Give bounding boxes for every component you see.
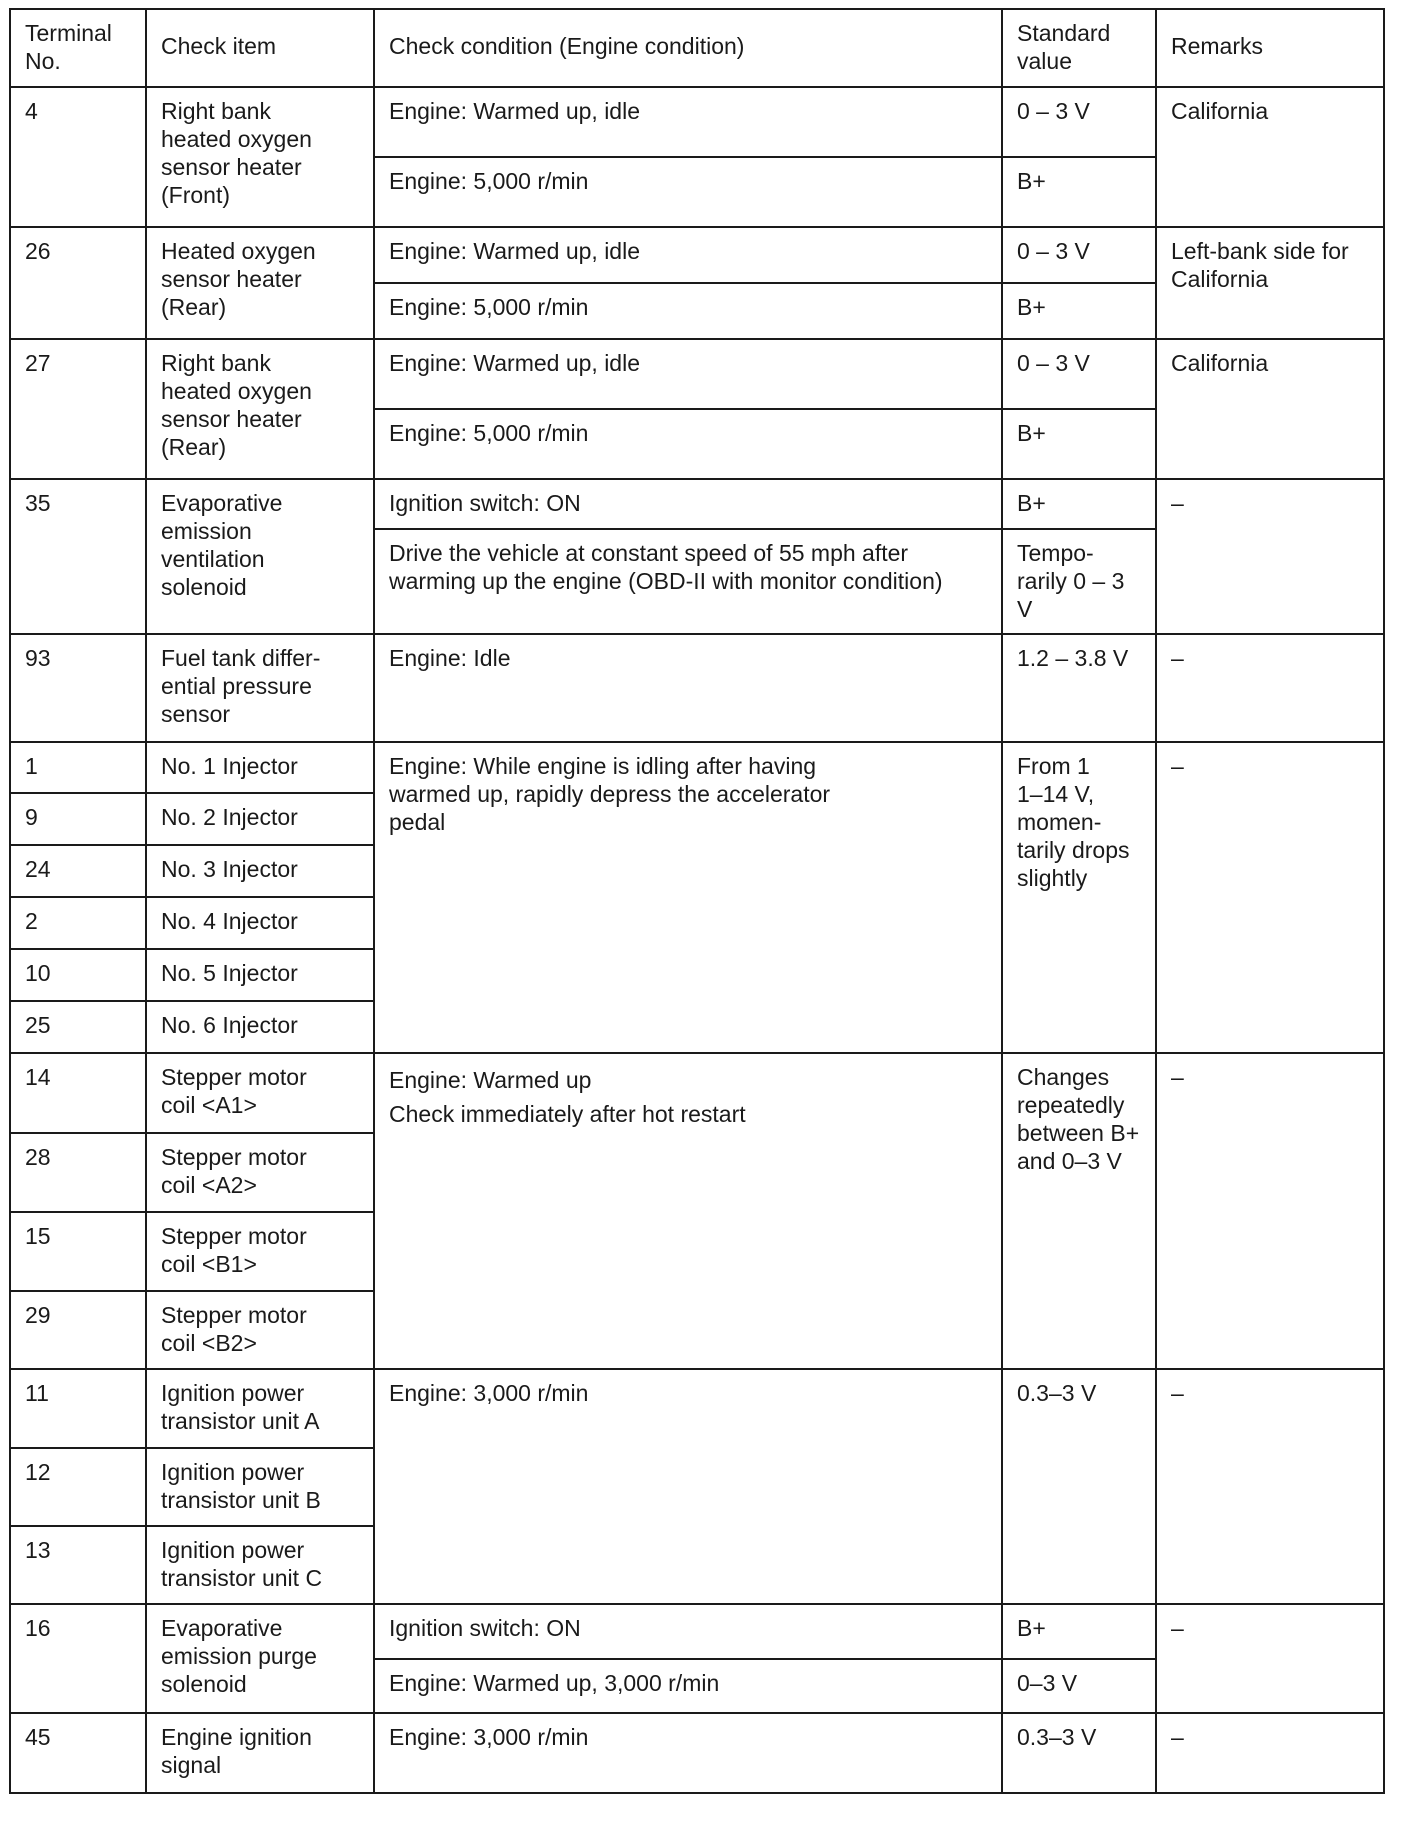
table-row [10, 742, 1384, 793]
check-item-cell: No. 3 Injector [146, 845, 374, 897]
terminal-cell: 2 [10, 897, 146, 949]
terminal-cell: 10 [10, 949, 146, 1001]
terminal-cell: 1 [10, 742, 146, 793]
check-item-cell: No. 4 Injector [146, 897, 374, 949]
standard-cell: 1.2 – 3.8 V [1002, 634, 1156, 742]
check-item-cell: Right bank heated oxygen sensor heater (Front) [146, 87, 374, 227]
check-item-cell: Engine ignition signal [146, 1713, 374, 1793]
table-row [10, 479, 1384, 529]
terminal-cell: 27 [10, 339, 146, 479]
standard-cell: B+ [1002, 479, 1156, 529]
remarks-cell: – [1156, 1053, 1384, 1369]
table-row [10, 634, 1384, 742]
standard-cell: From 1 1–14 V, momen- tarily drops slightly [1002, 742, 1156, 1053]
remarks-cell: – [1156, 742, 1384, 1053]
check-item-cell: Stepper motor coil <A2> [146, 1133, 374, 1212]
header-terminal: Terminal No. [10, 9, 146, 87]
condition-cell: Engine: 3,000 r/min [374, 1713, 1002, 1793]
check-item-cell: Right bank heated oxygen sensor heater (Rear) [146, 339, 374, 479]
remarks-cell: Left-bank side for California [1156, 227, 1384, 339]
condition-cell: Engine: 3,000 r/min [374, 1369, 1002, 1604]
header-row [10, 9, 1384, 87]
header-check-condition: Check condition (Engine condition) [374, 9, 1002, 87]
remarks-cell: California [1156, 87, 1384, 227]
standard-cell: 0 – 3 V [1002, 339, 1156, 409]
terminal-cell: 35 [10, 479, 146, 634]
condition-cell: Ignition switch: ON [374, 1604, 1002, 1659]
check-item-cell: Stepper motor coil <A1> [146, 1053, 374, 1133]
condition-cell: Engine: Warmed up Check immediately after hot restart [374, 1053, 1002, 1369]
header-standard-value: Standard value [1002, 9, 1156, 87]
table-row [10, 339, 1384, 409]
condition-cell: Engine: 5,000 r/min [374, 409, 1002, 479]
condition-cell: Engine: Warmed up, 3,000 r/min [374, 1659, 1002, 1713]
table-row [10, 1053, 1384, 1133]
header-check-item: Check item [146, 9, 374, 87]
table-row [10, 87, 1384, 157]
terminal-cell: 28 [10, 1133, 146, 1212]
standard-cell: B+ [1002, 283, 1156, 339]
check-item-cell: Evaporative emission purge solenoid [146, 1604, 374, 1713]
table-row [10, 1713, 1384, 1793]
table-row [10, 1604, 1384, 1659]
check-item-cell: No. 1 Injector [146, 742, 374, 793]
terminal-cell: 11 [10, 1369, 146, 1448]
terminal-cell: 26 [10, 227, 146, 339]
remarks-cell: – [1156, 634, 1384, 742]
remarks-cell: – [1156, 1713, 1384, 1793]
condition-cell: Engine: Idle [374, 634, 1002, 742]
terminal-cell: 29 [10, 1291, 146, 1369]
check-item-cell: Evaporative emission ventilation solenoid [146, 479, 374, 634]
condition-cell: Engine: Warmed up, idle [374, 227, 1002, 283]
terminal-cell: 12 [10, 1448, 146, 1526]
check-item-cell: No. 2 Injector [146, 793, 374, 845]
terminal-cell: 45 [10, 1713, 146, 1793]
check-item-cell: Heated oxygen sensor heater (Rear) [146, 227, 374, 339]
terminal-cell: 25 [10, 1001, 146, 1053]
standard-cell: Changes repeatedly between B+ and 0–3 V [1002, 1053, 1156, 1369]
check-item-cell: No. 5 Injector [146, 949, 374, 1001]
remarks-cell: California [1156, 339, 1384, 479]
check-item-cell: Fuel tank differ- ential pressure sensor [146, 634, 374, 742]
check-item-cell: Ignition power transistor unit C [146, 1526, 374, 1604]
terminal-check-table [9, 8, 1385, 1794]
terminal-cell: 9 [10, 793, 146, 845]
remarks-cell: – [1156, 479, 1384, 634]
condition-cell: Engine: 5,000 r/min [374, 283, 1002, 339]
terminal-cell: 13 [10, 1526, 146, 1604]
condition-cell: Ignition switch: ON [374, 479, 1002, 529]
standard-cell: 0 – 3 V [1002, 227, 1156, 283]
remarks-cell: – [1156, 1369, 1384, 1604]
condition-cell: Engine: While engine is idling after having warmed up, rapidly depress the accelerator pedal [374, 742, 1002, 1053]
standard-cell: B+ [1002, 1604, 1156, 1659]
condition-cell: Engine: Warmed up, idle [374, 339, 1002, 409]
table-row [10, 1369, 1384, 1448]
terminal-cell: 24 [10, 845, 146, 897]
header-remarks: Remarks [1156, 9, 1384, 87]
terminal-cell: 4 [10, 87, 146, 227]
condition-cell: Drive the vehicle at constant speed of 55 mph after warming up the engine (OBD-II with monitor condition) [374, 529, 1002, 634]
standard-cell: B+ [1002, 409, 1156, 479]
check-item-cell: Ignition power transistor unit A [146, 1369, 374, 1448]
remarks-cell: – [1156, 1604, 1384, 1713]
terminal-cell: 16 [10, 1604, 146, 1713]
terminal-cell: 15 [10, 1212, 146, 1291]
condition-cell: Engine: Warmed up, idle [374, 87, 1002, 157]
terminal-cell: 14 [10, 1053, 146, 1133]
standard-cell: 0 – 3 V [1002, 87, 1156, 157]
standard-cell: Tempo- rarily 0 – 3 V [1002, 529, 1156, 634]
check-item-cell: Stepper motor coil <B2> [146, 1291, 374, 1369]
standard-cell: 0.3–3 V [1002, 1369, 1156, 1604]
check-item-cell: No. 6 Injector [146, 1001, 374, 1053]
standard-cell: B+ [1002, 157, 1156, 227]
condition-cell: Engine: 5,000 r/min [374, 157, 1002, 227]
terminal-cell: 93 [10, 634, 146, 742]
standard-cell: 0.3–3 V [1002, 1713, 1156, 1793]
standard-cell: 0–3 V [1002, 1659, 1156, 1713]
table-row [10, 227, 1384, 283]
check-item-cell: Stepper motor coil <B1> [146, 1212, 374, 1291]
check-item-cell: Ignition power transistor unit B [146, 1448, 374, 1526]
